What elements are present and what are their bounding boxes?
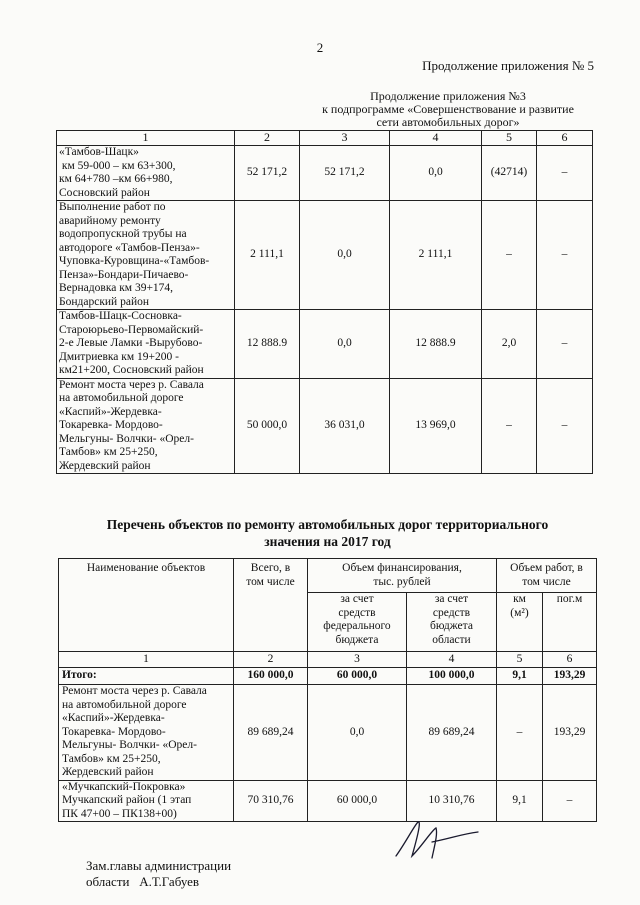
header-line: Всего, в <box>250 562 291 574</box>
continuation-appendix-5: Продолжение приложения № 5 <box>422 58 594 73</box>
pogm-value: – <box>543 780 597 822</box>
name-line: водопропускной трубы на <box>59 228 187 240</box>
regional-value: 10 310,76 <box>407 780 497 822</box>
header-financing <box>308 559 497 593</box>
federal-value: 36 031,0 <box>300 378 390 474</box>
name-line: «Каспий»-Жердевка- <box>59 405 162 418</box>
handwritten-signature <box>392 812 502 862</box>
table-row <box>59 685 597 781</box>
column-number: 4 <box>407 652 497 668</box>
header-cell: 6 <box>537 131 593 146</box>
header-line: за счет <box>434 593 469 605</box>
header-pogm: пог.м <box>543 593 597 652</box>
name-line: Жердевский район <box>62 766 154 778</box>
name-line: на автомобильной дороге <box>62 698 187 711</box>
total-label: Итого: <box>59 668 234 685</box>
total-value: 70 310,76 <box>234 780 308 822</box>
name-line: Тамбов-Шацк-Сосновка- <box>59 310 182 322</box>
pogm-value: – <box>537 146 593 201</box>
continuation-appendix-3 <box>298 90 598 129</box>
object-name <box>57 201 235 310</box>
name-line: Мучкапский район (1 этап <box>62 794 192 806</box>
name-line: Выполнение работ по <box>59 201 166 213</box>
federal-value: 60 000,0 <box>308 668 407 685</box>
header-km <box>497 593 543 652</box>
name-line: Токаревка- Мордово- <box>62 725 166 738</box>
header-line: области <box>432 633 471 646</box>
name-line: Бондарский район <box>59 295 150 308</box>
federal-value: 0,0 <box>300 201 390 310</box>
object-name <box>57 378 235 474</box>
header-line: тыс. рублей <box>373 575 431 588</box>
name-line: Ремонт моста через р. Савала <box>62 685 207 697</box>
continuation-line-3: сети автомобильных дорог» <box>376 115 520 129</box>
km-value: – <box>482 378 537 474</box>
name-line: на автомобильной дороге <box>59 392 184 404</box>
name-line: км21+200, Сосновский район <box>59 364 204 376</box>
total-value: 2 111,1 <box>235 201 300 310</box>
name-line: Тамбов» км 25+250, <box>62 752 161 765</box>
header-line: федерального <box>323 620 391 632</box>
name-line: Вернадовка км 39+174, <box>59 282 174 294</box>
pogm-value: – <box>537 378 593 474</box>
name-line: Мельгуны- Волчки- «Орел- <box>62 739 197 751</box>
header-line: средств <box>432 606 471 619</box>
object-name <box>57 310 235 379</box>
header-line: км <box>513 593 526 605</box>
name-line: Пенза»-Бондари-Пичаево- <box>59 268 189 281</box>
name-line: «Мучкапский-Покровка» <box>62 780 186 793</box>
name-line: 2-е Левые Ламки -Вырубово- <box>59 337 203 349</box>
title-line-2: значения на 2017 год <box>264 534 391 549</box>
signer-name: области А.Т.Габуев <box>86 874 200 889</box>
regional-value: 2 111,1 <box>390 201 482 310</box>
header-line: бюджета <box>430 620 473 632</box>
name-line: ПК 47+00 – ПК138+00) <box>62 807 177 820</box>
km-value: 9,1 <box>497 780 543 822</box>
name-line: аварийному ремонту <box>59 214 161 227</box>
header-object-name: Наименование объектов <box>59 559 234 652</box>
header-line: Объем работ, в <box>510 562 583 574</box>
name-line: Сосновский район <box>59 186 150 199</box>
signature-block <box>86 858 231 890</box>
pogm-value: – <box>537 310 593 379</box>
name-line: «Каспий»-Жердевка- <box>62 712 165 724</box>
name-line: Чуповка-Куровщина-«Тамбов- <box>59 255 210 267</box>
column-number: 2 <box>234 652 308 668</box>
column-number-row <box>59 652 597 668</box>
header-cell: 4 <box>390 131 482 146</box>
regional-value: 100 000,0 <box>407 668 497 685</box>
pogm-value: 193,29 <box>543 685 597 781</box>
table-row <box>57 310 593 379</box>
header-line: средств <box>338 606 376 619</box>
header-work-volume <box>497 559 597 593</box>
regional-value: 13 969,0 <box>390 378 482 474</box>
pogm-value: 193,29 <box>543 668 597 685</box>
object-name <box>57 146 235 201</box>
name-line: Ремонт моста через р. Савала <box>59 378 204 391</box>
total-value: 89 689,24 <box>234 685 308 781</box>
name-line: Староюрьево-Первомайский- <box>59 323 204 336</box>
name-line: «Тамбов-Шацк» <box>59 146 139 158</box>
name-line: Мельгуны- Волчки- «Орел- <box>59 432 194 445</box>
header-cell: 2 <box>235 131 300 146</box>
object-name <box>59 685 234 781</box>
table-row <box>57 378 593 474</box>
regional-value: 12 888.9 <box>390 310 482 379</box>
total-value: 12 888.9 <box>235 310 300 379</box>
header-line: бюджета <box>335 633 379 646</box>
total-value: 52 171,2 <box>235 146 300 201</box>
repair-objects-2017-table <box>58 558 597 822</box>
column-number: 1 <box>59 652 234 668</box>
continuation-line-2: к подпрограмме «Совершенствование и развитие <box>322 102 574 116</box>
name-line: Тамбов» км 25+250, <box>59 446 158 458</box>
header-cell: 3 <box>300 131 390 146</box>
name-line: Токаревка- Мордово- <box>59 419 163 431</box>
federal-value: 0,0 <box>300 310 390 379</box>
table-row <box>59 780 597 822</box>
name-line: Жердевский район <box>59 459 151 472</box>
name-line: автодороге «Тамбов-Пенза»- <box>59 241 200 254</box>
table-header-row <box>59 559 597 593</box>
column-number: 6 <box>543 652 597 668</box>
section-title <box>40 516 615 550</box>
header-regional <box>407 593 497 652</box>
total-value: 50 000,0 <box>235 378 300 474</box>
header-line: том числе <box>522 575 571 588</box>
header-cell: 5 <box>482 131 537 146</box>
federal-value: 52 171,2 <box>300 146 390 201</box>
table-header-row <box>57 131 593 146</box>
header-federal <box>308 593 407 652</box>
federal-value: 60 000,0 <box>308 780 407 822</box>
header-total <box>234 559 308 652</box>
header-line: (м²) <box>510 606 529 619</box>
signer-position: Зам.главы администрации <box>86 858 232 873</box>
objects-table-continued <box>56 130 593 474</box>
km-value: 9,1 <box>497 668 543 685</box>
pogm-value: – <box>537 201 593 310</box>
table-row <box>57 201 593 310</box>
object-name <box>59 780 234 822</box>
column-number: 5 <box>497 652 543 668</box>
column-number: 3 <box>308 652 407 668</box>
total-row <box>59 668 597 685</box>
header-line: Объем финансирования, <box>342 562 462 574</box>
regional-value: 0,0 <box>390 146 482 201</box>
header-line: за счет <box>340 593 374 605</box>
header-line: том числе <box>246 575 295 588</box>
name-line: км 64+780 –км 66+980, <box>59 173 173 185</box>
header-cell: 1 <box>57 131 235 146</box>
total-value: 160 000,0 <box>234 668 308 685</box>
km-value: (42714) <box>482 146 537 201</box>
table-row <box>57 146 593 201</box>
title-line-1: Перечень объектов по ремонту автомобильных дорог территориального <box>106 517 549 532</box>
name-line: км 59-000 – км 63+300, <box>59 159 176 172</box>
continuation-line-1: Продолжение приложения №3 <box>370 89 526 103</box>
name-line: Дмитриевка км 19+200 - <box>59 350 179 363</box>
km-value: – <box>497 685 543 781</box>
page-number: 2 <box>316 40 324 55</box>
federal-value: 0,0 <box>308 685 407 781</box>
regional-value: 89 689,24 <box>407 685 497 781</box>
km-value: – <box>482 201 537 310</box>
km-value: 2,0 <box>482 310 537 379</box>
